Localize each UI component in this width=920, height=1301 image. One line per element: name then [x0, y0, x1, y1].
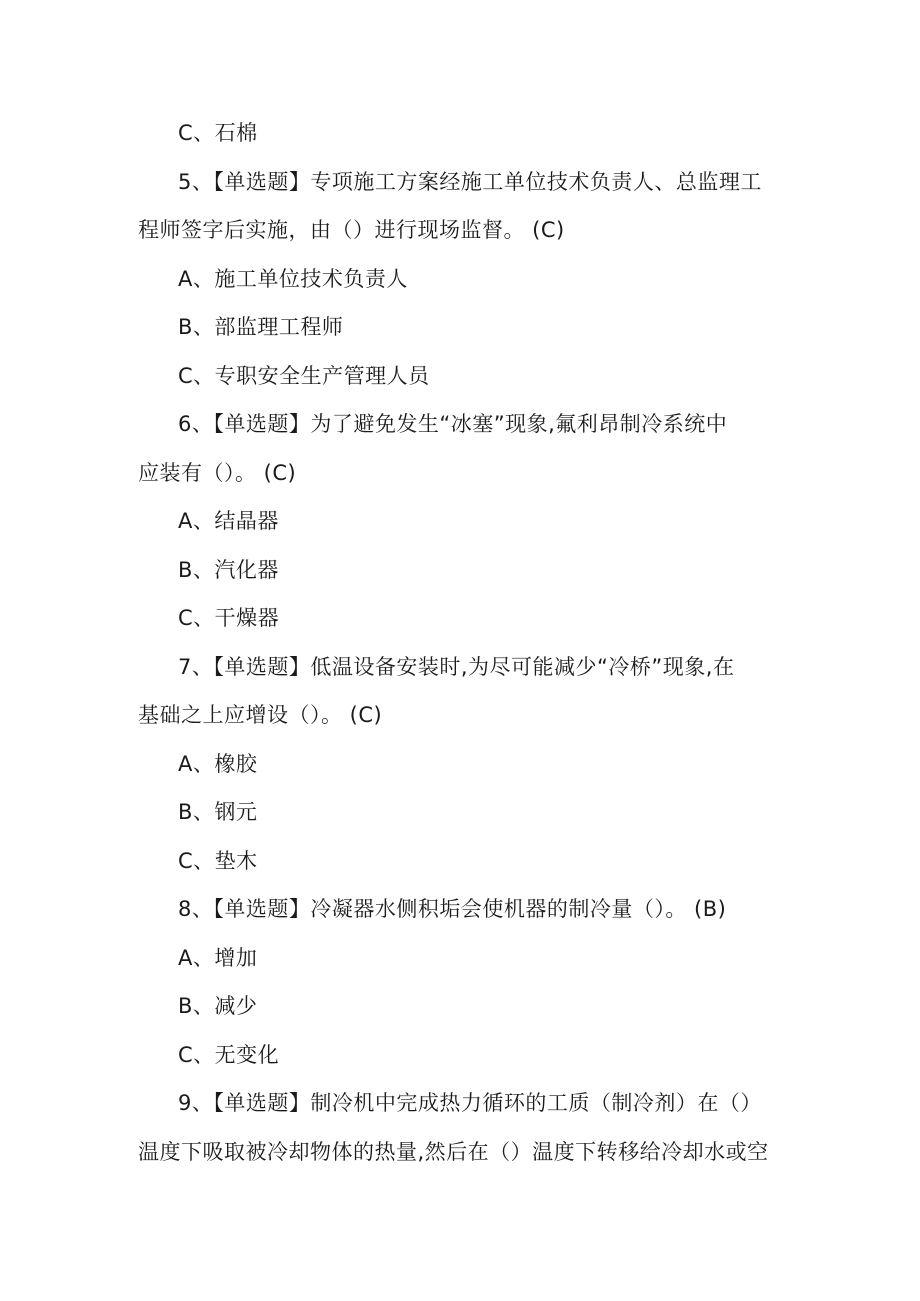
option-b-q7: B、钢元	[178, 800, 258, 824]
question-6-line-2: 应装有（）。 (C)	[138, 461, 297, 485]
option-c-q7: C、垫木	[178, 849, 258, 873]
question-6-line-1: 6、【单选题】为了避免发生“冰塞”现象,氟利昂制冷系统中	[178, 412, 728, 436]
option-c-q8: C、无变化	[178, 1043, 280, 1067]
option-c-q4: C、石棉	[178, 121, 258, 145]
option-a-q8: A、增加	[178, 946, 258, 970]
option-c-q6: C、干燥器	[178, 606, 280, 630]
option-a-q6: A、结晶器	[178, 509, 279, 533]
question-9-line-2: 温度下吸取被冷却物体的热量,然后在（）温度下转移给冷却水或空	[138, 1140, 769, 1164]
question-5-line-2: 程师签字后实施，由（）进行现场监督。 (C)	[138, 218, 565, 242]
question-9-line-1: 9、【单选题】制冷机中完成热力循环的工质（制冷剂）在（）	[178, 1091, 762, 1115]
option-b-q8: B、减少	[178, 994, 258, 1018]
option-a-q5: A、施工单位技术负责人	[178, 267, 408, 291]
option-b-q5: B、部监理工程师	[178, 315, 344, 339]
option-a-q7: A、橡胶	[178, 752, 258, 776]
question-7-line-2: 基础之上应增设（）。 (C)	[138, 703, 383, 727]
option-c-q5: C、专职安全生产管理人员	[178, 364, 430, 388]
question-7-line-1: 7、【单选题】低温设备安装时,为尽可能减少“冷桥”现象,在	[178, 655, 735, 679]
option-b-q6: B、汽化器	[178, 558, 279, 582]
question-5-line-1: 5、【单选题】专项施工方案经施工单位技术负责人、总监理工	[178, 170, 762, 194]
question-8-line-1: 8、【单选题】冷凝器水侧积垢会使机器的制冷量（）。 (B)	[178, 897, 727, 921]
